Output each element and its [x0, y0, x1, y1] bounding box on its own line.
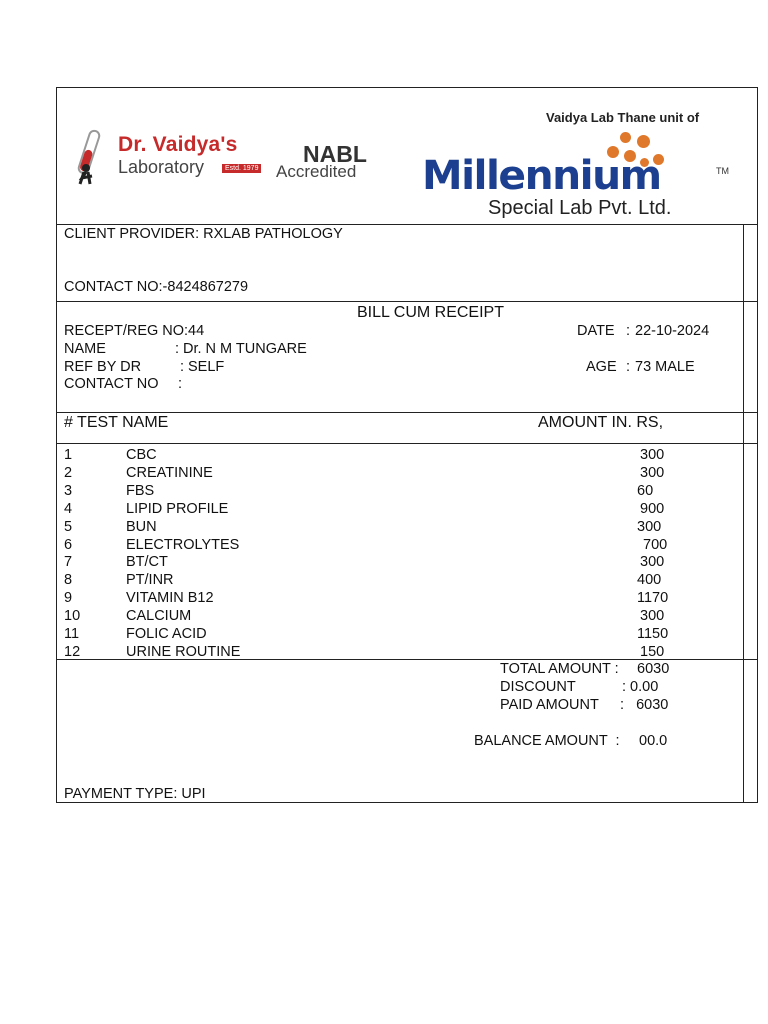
- dr-vaidya-name: Dr. Vaidya's: [118, 133, 238, 156]
- row-number: 3: [64, 482, 73, 499]
- row-number: 5: [64, 518, 73, 535]
- contact-value: :: [178, 376, 183, 392]
- payment-type: PAYMENT TYPE: UPI: [64, 786, 206, 802]
- paid-label: PAID AMOUNT: [500, 697, 599, 713]
- client-contact: [64, 279, 248, 295]
- test-name: ELECTROLYTES: [126, 536, 240, 553]
- test-name: PT/INR: [126, 572, 174, 589]
- millennium-subtitle: Special Lab Pvt. Ltd.: [488, 197, 672, 219]
- divider: [56, 412, 758, 413]
- logo-dot: [637, 135, 650, 148]
- divider: [56, 224, 758, 225]
- test-amount: 150: [640, 643, 665, 660]
- balance-label: BALANCE AMOUNT :: [474, 733, 620, 749]
- ref-label: REF BY DR: [64, 359, 142, 375]
- dr-vaidya-lab: Laboratory: [118, 157, 205, 177]
- test-amount: 1150: [637, 626, 669, 642]
- row-number: 2: [64, 464, 73, 481]
- test-name: FBS: [126, 482, 155, 499]
- receipt-title: BILL CUM RECEIPT: [357, 304, 504, 321]
- divider: [56, 443, 758, 444]
- test-amount: 300: [640, 608, 665, 625]
- nabl-title: NABL: [303, 141, 367, 167]
- col-amount: AMOUNT IN. RS,: [538, 414, 664, 431]
- test-amount: 1170: [637, 590, 669, 607]
- test-name: VITAMIN B12: [126, 590, 214, 607]
- trademark: TM: [716, 166, 729, 176]
- balance-value: 00.0: [639, 733, 668, 749]
- col-test-name: # TEST NAME: [64, 414, 169, 431]
- reg-label: RECEPT/REG NO:: [64, 323, 189, 339]
- age-label: AGE: [586, 359, 617, 375]
- test-name: CREATININE: [126, 464, 213, 481]
- date-colon: :: [626, 323, 631, 339]
- logo-dot: [620, 132, 631, 143]
- test-name: CALCIUM: [126, 608, 192, 625]
- ref-value: SELF: [188, 359, 225, 375]
- row-number: 6: [64, 536, 73, 553]
- test-amount: 300: [640, 554, 665, 571]
- client-provider: CLIENT PROVIDER: RXLAB PATHOLOGY: [64, 226, 343, 242]
- name-colon: :: [175, 341, 180, 357]
- row-number: 7: [64, 554, 73, 571]
- test-name: URINE ROUTINE: [126, 643, 241, 660]
- ref-colon: :: [180, 359, 185, 375]
- test-amount: 300: [640, 447, 665, 463]
- client-contact-label: CONTACT NO: [64, 279, 159, 295]
- row-number: 11: [64, 626, 80, 642]
- age-value: 73 MALE: [635, 359, 695, 375]
- client-contact-value: :-8424867279: [158, 279, 249, 295]
- discount-value: : 0.00: [622, 679, 659, 695]
- total-value: 6030: [637, 661, 670, 677]
- test-amount: 900: [640, 500, 665, 517]
- divider: [56, 301, 758, 302]
- paid-value: : 6030: [620, 697, 669, 713]
- date-value: 22-10-2024: [635, 323, 710, 339]
- accredited-label: Accredited: [276, 162, 357, 181]
- row-number: 10: [64, 608, 81, 625]
- test-tube-icon: [70, 128, 112, 188]
- test-amount: 300: [637, 518, 662, 535]
- test-name: LIPID PROFILE: [126, 500, 229, 517]
- test-amount: 700: [643, 536, 668, 553]
- test-amount: 300: [640, 464, 665, 481]
- row-number: 9: [64, 590, 73, 607]
- total-label: TOTAL AMOUNT :: [500, 661, 619, 677]
- test-name: FOLIC ACID: [126, 626, 207, 642]
- name-value: Dr. N M TUNGARE: [183, 341, 307, 357]
- contact-label: CONTACT NO: [64, 376, 159, 392]
- test-name: BUN: [126, 518, 157, 535]
- reg-value: 44: [188, 323, 205, 339]
- row-number: 12: [64, 643, 81, 660]
- date-label: DATE: [577, 323, 615, 339]
- millennium-tagline: Vaidya Lab Thane unit of: [546, 110, 700, 125]
- name-label: NAME: [64, 341, 106, 357]
- right-column-rule: [743, 224, 744, 803]
- age-colon: :: [626, 359, 631, 375]
- test-name: BT/CT: [126, 554, 168, 571]
- row-number: 1: [64, 447, 73, 463]
- row-number: 4: [64, 500, 73, 517]
- millennium-wordmark: Millennium: [422, 153, 661, 199]
- estd-badge: Estd. 1979: [222, 164, 261, 173]
- test-amount: 400: [637, 572, 662, 589]
- discount-label: DISCOUNT: [500, 679, 576, 695]
- test-name: CBC: [126, 447, 157, 463]
- row-number: 8: [64, 572, 73, 589]
- test-amount: 60: [637, 482, 654, 499]
